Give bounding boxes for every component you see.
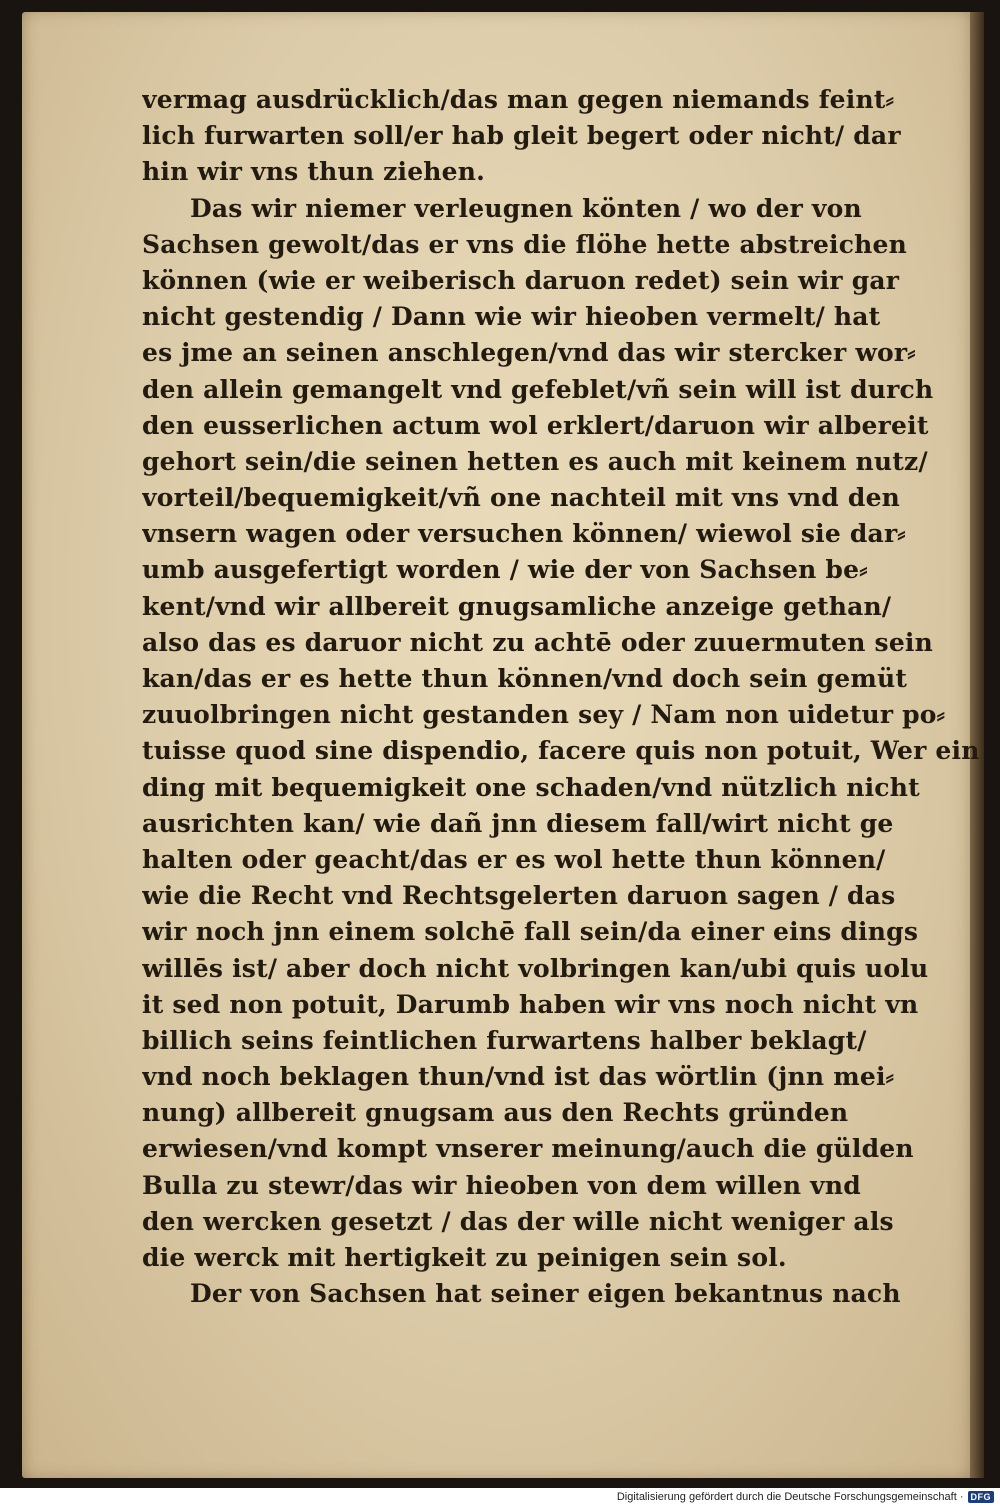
text-line: den eusserlichen actum wol erklert/daruon wir albereit (142, 410, 929, 440)
text-line: die werck mit hertigkeit zu peinigen sein sol. (142, 1243, 787, 1272)
text-line: zuuolbringen nicht gestanden sey / Nam non uidetur po⸗ (142, 700, 946, 730)
dfg-logo: DFG (968, 1491, 995, 1503)
text-line: den allein gemangelt vnd gefeblet/vñ sein will ist durch (142, 374, 934, 404)
book-page (22, 12, 984, 1478)
digitization-footer (617, 1488, 994, 1506)
text-line: vermag ausdrücklich/das man gegen niemands feint⸗ (142, 85, 895, 114)
text-line: billich seins feintlichen furwartens halber beklagt/ (142, 1025, 867, 1055)
text-line: den wercken gesetzt / das der wille nicht weniger als (142, 1206, 894, 1236)
text-line: also das es daruor nicht zu achtē oder zuuermuten sein (142, 627, 933, 657)
paragraph-start-line: Das wir niemer verleugnen könten / wo der von (190, 193, 862, 223)
text-line: kent/vnd wir allbereit gnugsamliche anzeige gethan/ (142, 591, 892, 621)
text-line: nung) allbereit gnugsam aus den Rechts gründen (142, 1098, 849, 1128)
text-line: wie die Recht vnd Rechtsgelerten daruon sagen / das (142, 881, 896, 911)
text-line: halten oder geacht/das er es wol hette thun können/ (142, 844, 886, 874)
text-line: hin wir vns thun ziehen. (142, 157, 486, 187)
text-line: lich furwarten soll/er hab gleit begert oder nicht/ dar (142, 121, 901, 151)
text-line: wir noch jnn einem solchē fall sein/da einer eins dings (142, 917, 919, 947)
text-line: gehort sein/die seinen hetten es auch mit keinem nutz/ (142, 446, 928, 476)
text-line: erwiesen/vnd kompt vnserer meinung/auch die gülden (142, 1134, 914, 1164)
text-line: ding mit bequemigkeit one schaden/vnd nützlich nicht (142, 772, 920, 802)
text-line: kan/das er es hette thun können/vnd doch sein gemüt (142, 664, 908, 693)
text-line: Sachsen gewolt/das er vns die flöhe hette abstreichen (142, 229, 908, 259)
paragraph-start-line: Der von Sachsen hat seiner eigen bekantnus nach (190, 1279, 901, 1309)
text-line: vnsern wagen oder versuchen können/ wiewol sie dar⸗ (142, 519, 906, 549)
text-line: umb ausgefertigt worden / wie der von Sachsen be⸗ (142, 555, 868, 585)
text-line: vorteil/bequemigkeit/vñ one nachteil mit vns vnd den (142, 483, 901, 513)
text-line: Bulla zu stewr/das wir hieoben von dem willen vnd (142, 1170, 861, 1200)
text-line: es jme an seinen anschlegen/vnd das wir stercker wor⸗ (142, 338, 916, 368)
text-line: willēs ist/ aber doch nicht volbringen kan/ubi quis uolu (142, 953, 929, 983)
text-line: können (wie er weiberisch daruon redet) sein wir gar (142, 265, 900, 295)
text-block (142, 82, 982, 1312)
footer-credit-text: Digitalisierung gefördert durch die Deutsche Forschungsgemeinschaft · (616, 1491, 964, 1503)
text-line: vnd noch beklagen thun/vnd ist das wörtlin (jnn mei⸗ (142, 1062, 895, 1092)
text-line: nicht gestendig / Dann wie wir hieoben vermelt/ hat (142, 302, 881, 332)
text-line: tuisse quod sine dispendio, facere quis non potuit, Wer ein (142, 736, 980, 766)
text-line: it sed non potuit, Darumb haben wir vns noch nicht vn (142, 989, 919, 1019)
text-line: ausrichten kan/ wie dañ jnn diesem fall/wirt nicht ge (142, 808, 894, 838)
